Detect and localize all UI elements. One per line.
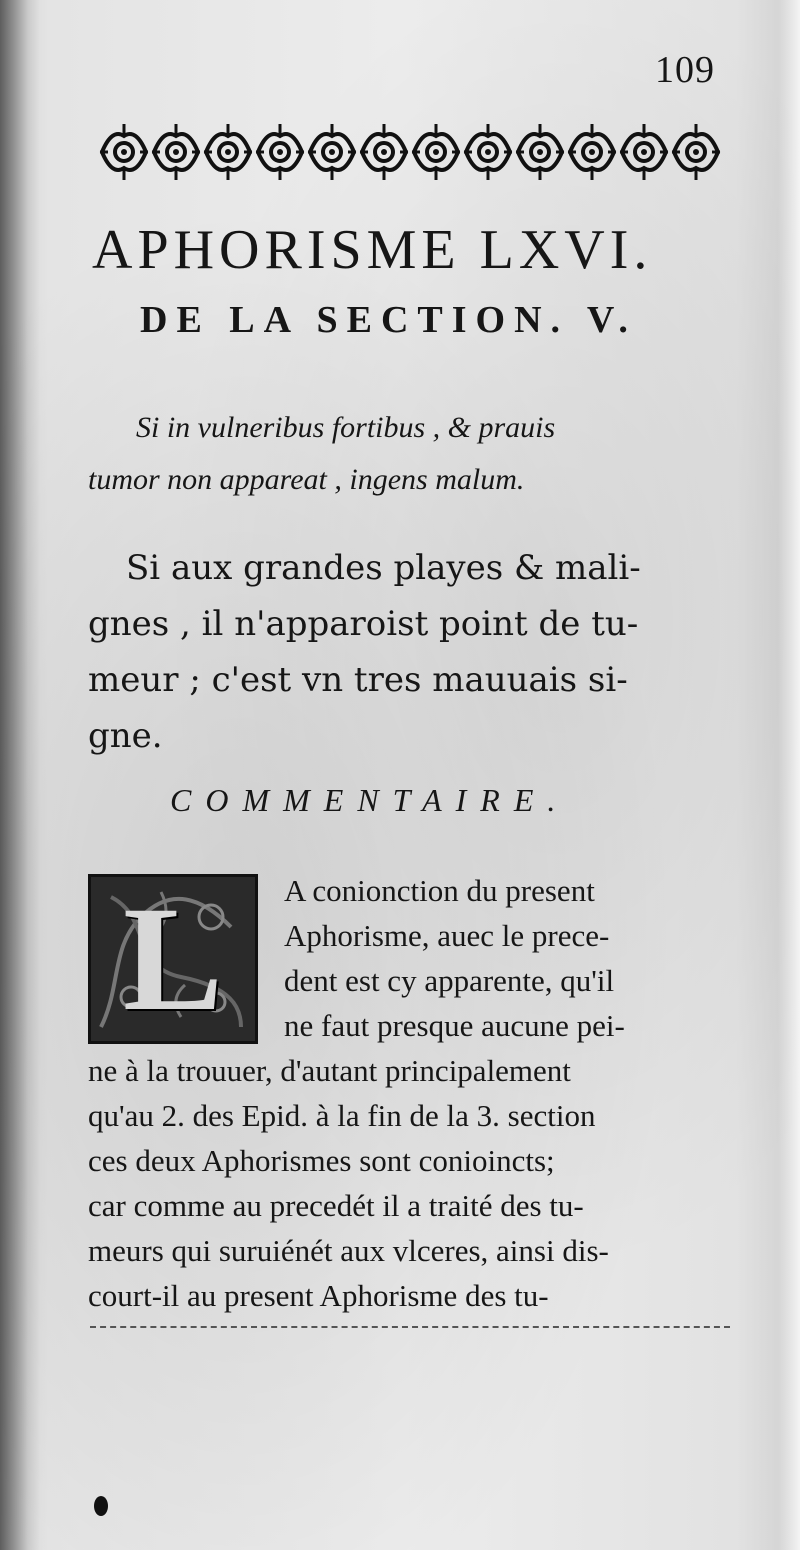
ornament-tile <box>204 124 252 180</box>
page-title: APHORISME LXVI. <box>92 219 653 281</box>
commentary-line: dent est cy apparente, qu'il <box>284 963 615 998</box>
ornament-tile <box>308 124 356 180</box>
ornament-tile <box>100 124 148 180</box>
latin-aphorism <box>88 402 736 506</box>
ornament-tile <box>360 124 408 180</box>
ornament-tile <box>620 124 668 180</box>
page-bottom-rule <box>90 1326 730 1328</box>
latin-line: tumor non appareat , ingens malum. <box>88 463 525 496</box>
commentary-line: meurs qui suruiénét aux vlceres, ainsi dis- <box>88 1233 609 1268</box>
commentary-line: court-il au present Aphorisme des tu- <box>88 1278 549 1313</box>
french-aphorism <box>88 540 736 764</box>
page-number: 109 <box>655 49 715 91</box>
aphorism-line: Si aux grandes playes & mali- <box>126 548 641 588</box>
latin-line: Si in vulneribus fortibus , & prauis <box>136 411 556 444</box>
aphorism-line: meur ; c'est vn tres mauuais si- <box>88 660 628 700</box>
commentary-line: Aphorisme, auec le prece- <box>284 918 610 953</box>
ornament-tile <box>152 124 200 180</box>
initial-letter: L <box>122 876 224 1042</box>
aphorism-line: gne. <box>88 716 163 756</box>
ornamental-headpiece <box>96 116 728 188</box>
section-subtitle: DE LA SECTION. V. <box>140 299 637 341</box>
gutter-shadow <box>0 0 40 1550</box>
commentary-line: car comme au precedét il a traité des tu- <box>88 1188 584 1223</box>
commentary-line: ne à la trouuer, d'autant principalement <box>88 1053 571 1088</box>
aphorism-line: gnes , il n'apparoist point de tu- <box>88 604 639 644</box>
commentary-line: ne faut presque aucune pei- <box>284 1008 625 1043</box>
ornament-tile <box>464 124 512 180</box>
commentary-line: qu'au 2. des Epid. à la fin de la 3. section <box>88 1098 596 1133</box>
page-edge <box>778 0 800 1550</box>
ornament-tile <box>568 124 616 180</box>
ornament-tile <box>672 124 720 180</box>
commentary-heading: COMMENTAIRE. <box>170 782 570 818</box>
commentary-line: A conionction du present <box>284 873 595 908</box>
ornament-tile <box>412 124 460 180</box>
commentary-text <box>88 868 736 1318</box>
ornament-tile <box>256 124 304 180</box>
ornament-tile <box>516 124 564 180</box>
ink-speck <box>94 1496 108 1516</box>
commentary-line: ces deux Aphorismes sont conioincts; <box>88 1143 555 1178</box>
